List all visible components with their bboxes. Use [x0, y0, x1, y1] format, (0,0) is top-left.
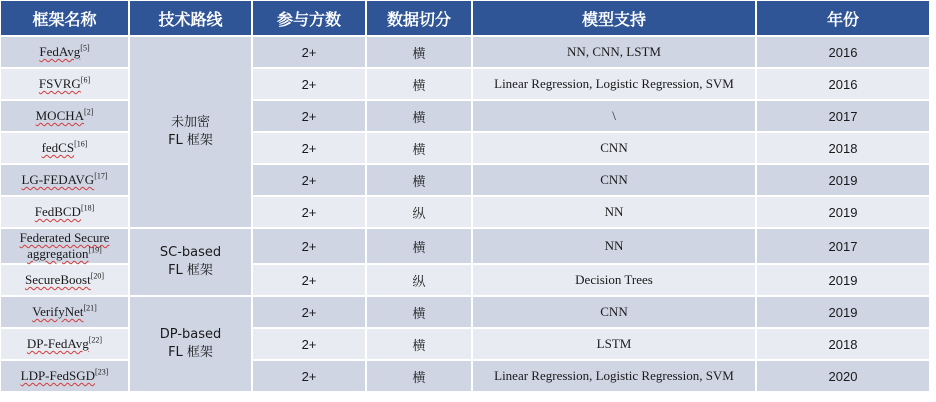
year-cell: 2019 — [756, 196, 930, 228]
framework-name: Federated Secure aggregation[19] — [1, 228, 129, 264]
table-row — [1, 296, 930, 328]
year-cell: 2019 — [756, 296, 930, 328]
year-cell: 2018 — [756, 328, 930, 360]
route-cell-sc-based: SC-based FL 框架 — [129, 228, 252, 296]
split-cell: 横 — [366, 132, 472, 164]
model-cell: NN — [472, 196, 756, 228]
split-cell: 横 — [366, 296, 472, 328]
split-cell: 横 — [366, 68, 472, 100]
parties-cell: 2+ — [252, 328, 366, 360]
framework-name: FSVRG[6] — [1, 68, 129, 100]
model-cell: Linear Regression, Logistic Regression, SVM — [472, 68, 756, 100]
header-name: 框架名称 — [1, 1, 129, 36]
year-cell: 2017 — [756, 228, 930, 264]
parties-cell: 2+ — [252, 196, 366, 228]
framework-name: FedAvg[5] — [1, 36, 129, 68]
year-cell: 2019 — [756, 164, 930, 196]
year-cell: 2019 — [756, 264, 930, 296]
model-cell: \ — [472, 100, 756, 132]
header-split: 数据切分 — [366, 1, 472, 36]
model-cell: LSTM — [472, 328, 756, 360]
parties-cell: 2+ — [252, 296, 366, 328]
model-cell: CNN — [472, 164, 756, 196]
split-cell: 横 — [366, 360, 472, 392]
table-row — [1, 36, 930, 68]
header-row — [1, 1, 930, 36]
model-cell: Linear Regression, Logistic Regression, SVM — [472, 360, 756, 392]
split-cell: 横 — [366, 328, 472, 360]
framework-name: DP-FedAvg[22] — [1, 328, 129, 360]
model-cell: NN, CNN, LSTM — [472, 36, 756, 68]
header-parties: 参与方数 — [252, 1, 366, 36]
parties-cell: 2+ — [252, 228, 366, 264]
framework-table — [1, 1, 931, 393]
split-cell: 横 — [366, 228, 472, 264]
header-year: 年份 — [756, 1, 930, 36]
split-cell: 纵 — [366, 196, 472, 228]
parties-cell: 2+ — [252, 164, 366, 196]
framework-name: FedBCD[18] — [1, 196, 129, 228]
framework-name: VerifyNet[21] — [1, 296, 129, 328]
framework-name: LG-FEDAVG[17] — [1, 164, 129, 196]
parties-cell: 2+ — [252, 264, 366, 296]
parties-cell: 2+ — [252, 68, 366, 100]
year-cell: 2017 — [756, 100, 930, 132]
parties-cell: 2+ — [252, 100, 366, 132]
year-cell: 2018 — [756, 132, 930, 164]
framework-name: MOCHA[2] — [1, 100, 129, 132]
year-cell: 2020 — [756, 360, 930, 392]
framework-name: fedCS[16] — [1, 132, 129, 164]
framework-name: SecureBoost[20] — [1, 264, 129, 296]
route-cell-dp-based: DP-based FL 框架 — [129, 296, 252, 392]
split-cell: 横 — [366, 100, 472, 132]
model-cell: NN — [472, 228, 756, 264]
table-row — [1, 228, 930, 264]
parties-cell: 2+ — [252, 36, 366, 68]
year-cell: 2016 — [756, 68, 930, 100]
split-cell: 横 — [366, 164, 472, 196]
parties-cell: 2+ — [252, 132, 366, 164]
year-cell: 2016 — [756, 36, 930, 68]
header-model: 模型支持 — [472, 1, 756, 36]
split-cell: 纵 — [366, 264, 472, 296]
model-cell: Decision Trees — [472, 264, 756, 296]
model-cell: CNN — [472, 296, 756, 328]
framework-name: LDP-FedSGD[23] — [1, 360, 129, 392]
model-cell: CNN — [472, 132, 756, 164]
parties-cell: 2+ — [252, 360, 366, 392]
split-cell: 横 — [366, 36, 472, 68]
route-cell-unencrypted: 未加密 FL 框架 — [129, 36, 252, 228]
header-route: 技术路线 — [129, 1, 252, 36]
